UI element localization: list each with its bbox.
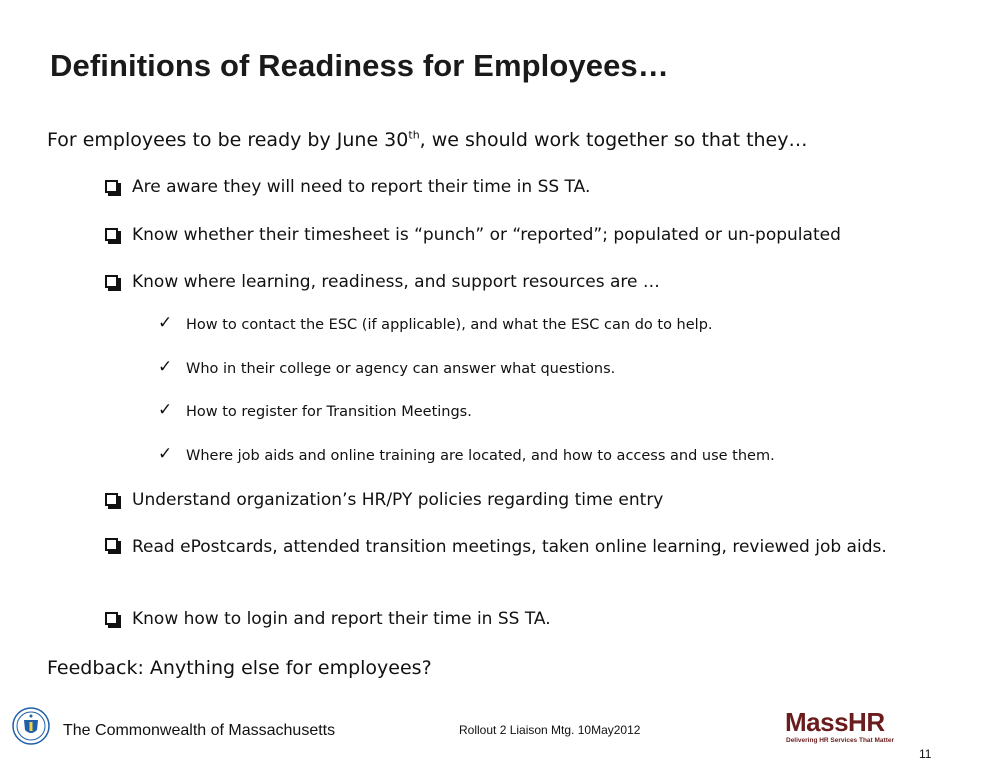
sub-bullet-text: Where job aids and online training are located, and how to access and use them. [186,448,775,464]
checkbox-bullet-icon [105,493,118,506]
logo-wordmark: MassHR [785,707,885,737]
checkbox-bullet-icon [105,538,118,551]
bullet-item-text: Know how to login and report their time in SS TA. [132,609,551,629]
sub-bullet-text: Who in their college or agency can answer what questions. [186,361,616,377]
slide-title: Definitions of Readiness for Employees… [50,48,669,83]
bullet-item-text: Are aware they will need to report their time in SS TA. [132,177,591,197]
bullet-item [105,225,841,245]
bullet-item-text: Read ePostcards, attended transition meetings, taken online learning, reviewed job aids. [132,537,887,557]
sub-bullet-text: How to register for Transition Meetings. [186,404,472,420]
bullet-item-text: Understand organization’s HR/PY policies regarding time entry [132,490,664,510]
checkmark-icon: ✓ [158,444,173,464]
checkmark-icon: ✓ [158,400,173,420]
bullet-item-text: Know whether their timesheet is “punch” or “reported”; populated or un-populated [132,225,841,245]
bullet-item [105,609,551,629]
intro-text [47,129,808,151]
bullet-item [105,272,660,292]
intro-text-after: , we should work together so that they… [419,129,808,151]
sub-bullet-text: How to contact the ESC (if applicable), and what the ESC can do to help. [186,317,713,333]
checkbox-bullet-icon [105,228,118,241]
bullet-item [105,535,965,559]
checkbox-bullet-icon [105,275,118,288]
intro-superscript: th [408,128,420,142]
checkbox-bullet-icon [105,180,118,193]
meeting-label: Rollout 2 Liaison Mtg. 10May2012 [459,723,641,737]
sub-bullet-item [158,444,775,464]
intro-text-before: For employees to be ready by June 30 [47,129,409,151]
logo-tagline: Delivering HR Services That Matter [786,737,895,744]
bullet-item-text: Know where learning, readiness, and support resources are … [132,272,660,292]
sub-bullet-item [158,357,616,377]
sub-bullet-item [158,313,713,333]
checkmark-icon: ✓ [158,313,173,333]
feedback-prompt: Feedback: Anything else for employees? [47,657,432,679]
masshr-logo [785,707,905,755]
checkmark-icon: ✓ [158,357,173,377]
state-seal-icon [12,707,50,745]
bullet-item [105,177,590,197]
checkbox-bullet-icon [105,612,118,625]
sub-bullet-item [158,400,472,420]
bullet-item [105,490,663,510]
organization-name: The Commonwealth of Massachusetts [63,722,336,739]
page-number: 11 [919,747,932,761]
